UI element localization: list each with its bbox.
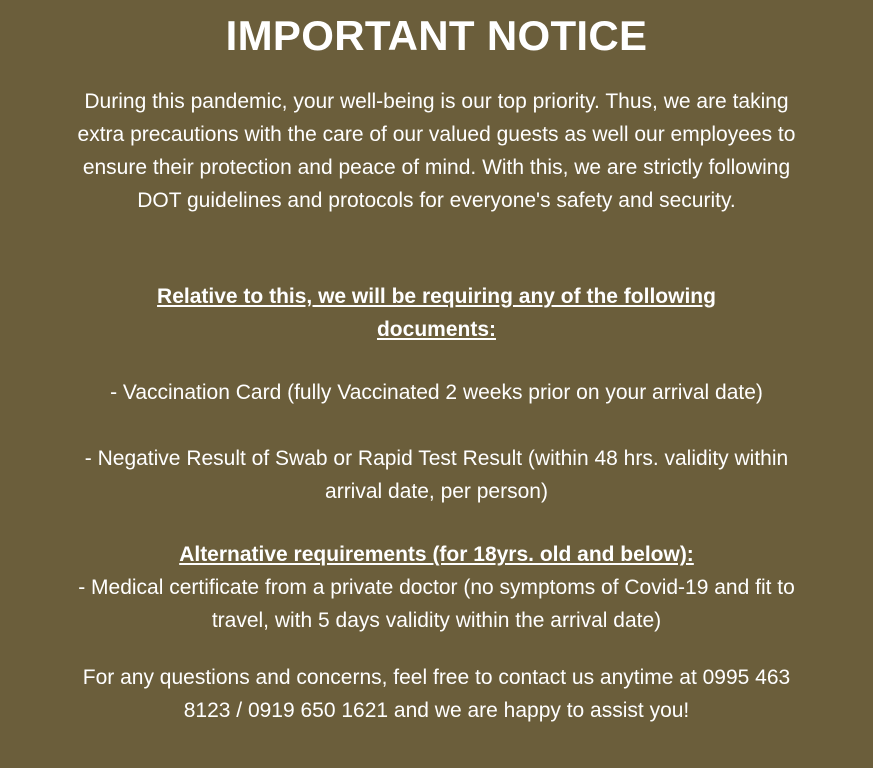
requirement-item-negative-test: - Negative Result of Swab or Rapid Test Result (within 48 hrs. validity within arrival date, per person): [84, 447, 789, 503]
alternative-requirements-block: [60, 538, 813, 637]
alternative-requirement-item: - Medical certificate from a private doctor (no symptoms of Covid-19 and fit to travel, with 5 days validity within the arrival date): [78, 576, 795, 632]
notice-title: IMPORTANT NOTICE: [225, 12, 648, 59]
alternative-requirements-heading: Alternative requirements (for 18yrs. old and below):: [179, 543, 694, 566]
intro-paragraph: During this pandemic, your well-being is our top priority. Thus, we are taking extra precautions with the care of our valued guests as well our employees to ensure their protection and peace of mind. With this, we are strictly following DOT guidelines and protocols for everyone's safety and security.: [77, 90, 796, 212]
requirement-item-vaccination-card: - Vaccination Card (fully Vaccinated 2 weeks prior on your arrival date): [110, 381, 763, 404]
contact-paragraph: For any questions and concerns, feel free to contact us anytime at 0995 463 8123 / 0919 650 1621 and we are happy to assist you!: [82, 666, 791, 722]
requirements-heading: Relative to this, we will be requiring any of the following documents:: [157, 285, 716, 341]
